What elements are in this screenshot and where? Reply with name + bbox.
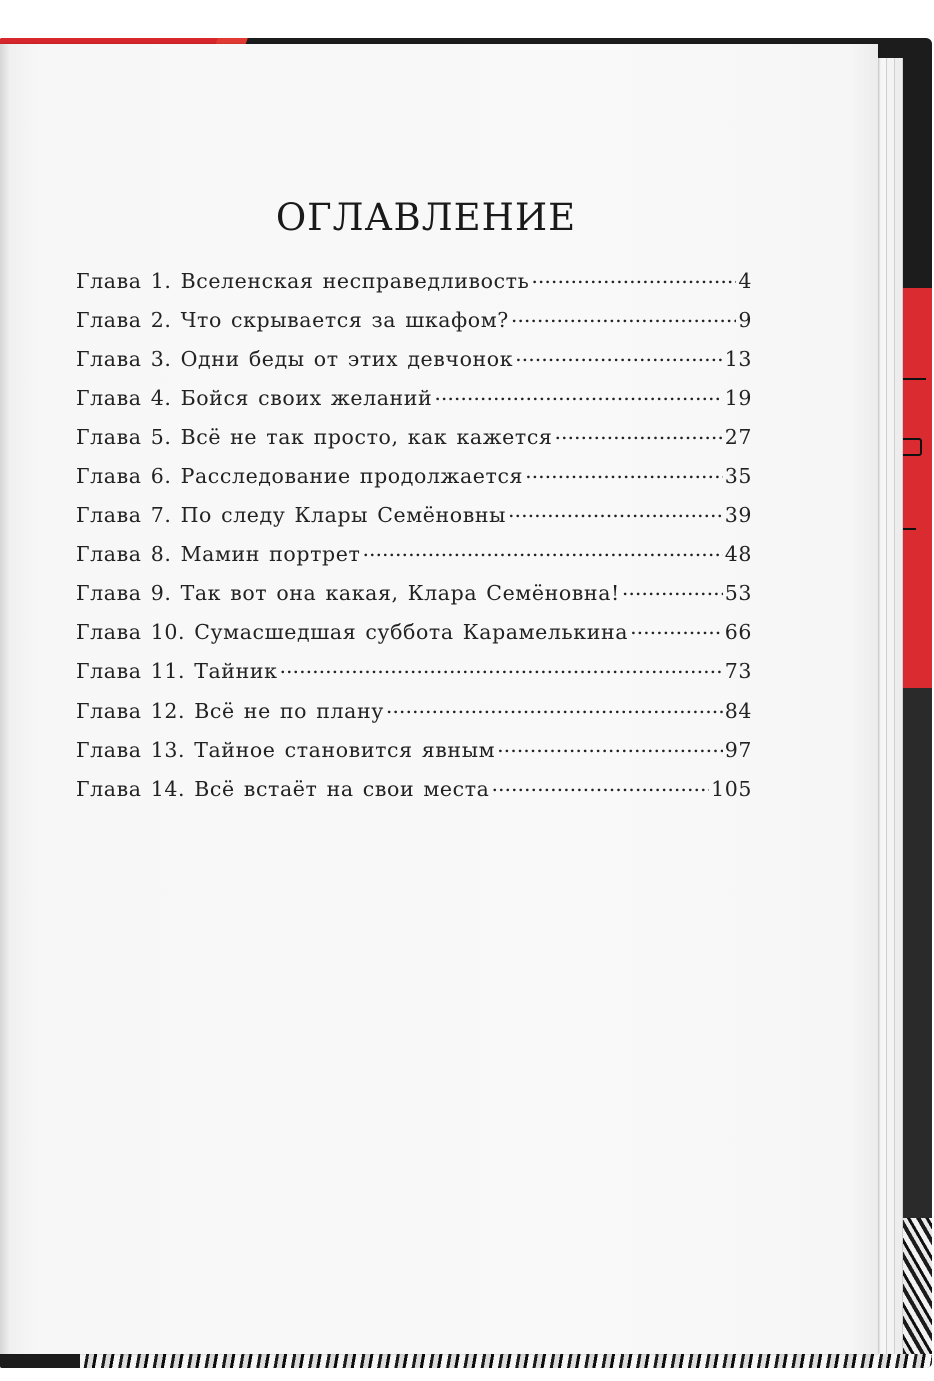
- toc-entry-label: Глава 10. Сумасшедшая суббота Карамелькина: [76, 620, 629, 645]
- toc-dot-leader: [362, 541, 722, 562]
- toc-entry-label: Глава 3. Одни беды от этих девчонок: [76, 346, 514, 371]
- toc-entry: [76, 345, 752, 384]
- toc-entry-label: Глава 11. Тайник: [76, 659, 278, 684]
- toc-entry-label: Глава 6. Расследование продолжается: [76, 463, 524, 488]
- toc-entry-label: Глава 5. Всё не так просто, как кажется: [76, 424, 553, 449]
- toc-entry-label: Глава 9. Так вот она какая, Клара Семёновна!: [76, 581, 620, 606]
- toc-entry-label: Глава 13. Тайное становится явным: [76, 737, 496, 762]
- toc-entry-page: 48: [724, 542, 752, 567]
- toc-entry: [76, 697, 752, 736]
- toc-entry-page: 27: [724, 424, 752, 449]
- toc-entry-page: 84: [724, 698, 752, 723]
- toc-entry-page: 9: [738, 307, 752, 332]
- toc-dot-leader: [622, 580, 723, 601]
- toc-dot-leader: [630, 619, 723, 640]
- toc-dot-leader: [515, 345, 723, 366]
- toc-entry: [76, 502, 752, 541]
- toc-entry-page: 97: [724, 737, 752, 762]
- toc-title: ОГЛАВЛЕНИЕ: [275, 196, 577, 239]
- toc-entry-page: 73: [724, 659, 752, 684]
- toc-entry: [76, 580, 752, 619]
- toc-dot-leader: [554, 423, 722, 444]
- toc-entry-page: 39: [724, 503, 752, 528]
- toc-entry-page: 35: [724, 463, 752, 488]
- toc-entry: [76, 736, 752, 775]
- toc-entry: [76, 267, 752, 306]
- toc-entry-page: 105: [711, 776, 752, 801]
- toc-entry-label: Глава 12. Всё не по плану: [76, 698, 384, 723]
- toc-entry: [76, 658, 752, 697]
- toc-dot-leader: [491, 775, 709, 796]
- toc-dot-leader: [525, 462, 723, 483]
- toc-dot-leader: [531, 267, 736, 288]
- toc-entry: [76, 775, 752, 814]
- toc-dot-leader: [508, 502, 723, 523]
- toc-entry: [76, 306, 752, 345]
- toc-entry: [76, 423, 752, 462]
- toc-entry-label: Глава 7. По следу Клары Семёновны: [76, 503, 507, 528]
- toc-entry-label: Глава 2. Что скрывается за шкафом?: [76, 307, 509, 332]
- toc-entry-page: 19: [724, 385, 752, 410]
- toc-entry: [76, 541, 752, 580]
- toc-entry-page: 53: [724, 581, 752, 606]
- toc-entry-label: Глава 8. Мамин портрет: [76, 542, 361, 567]
- toc-entry-label: Глава 4. Бойся своих желаний: [76, 385, 433, 410]
- toc-dot-leader: [280, 658, 723, 679]
- toc-entry: [76, 384, 752, 423]
- toc-entry-label: Глава 1. Вселенская несправедливость: [76, 268, 530, 293]
- toc-entry: [76, 462, 752, 501]
- toc-entry: [76, 619, 752, 658]
- cover-texture-bottom: [80, 1354, 932, 1368]
- toc-entry-page: 4: [738, 268, 752, 293]
- book-page: [0, 44, 878, 1354]
- toc-list: [76, 267, 752, 814]
- toc-dot-leader: [386, 697, 723, 718]
- toc-dot-leader: [434, 384, 722, 405]
- toc-dot-leader: [497, 736, 723, 757]
- toc-entry-page: 13: [724, 346, 752, 371]
- toc-entry-page: 66: [724, 620, 752, 645]
- toc-dot-leader: [511, 306, 736, 327]
- toc-entry-label: Глава 14. Всё встаёт на свои места: [76, 776, 490, 801]
